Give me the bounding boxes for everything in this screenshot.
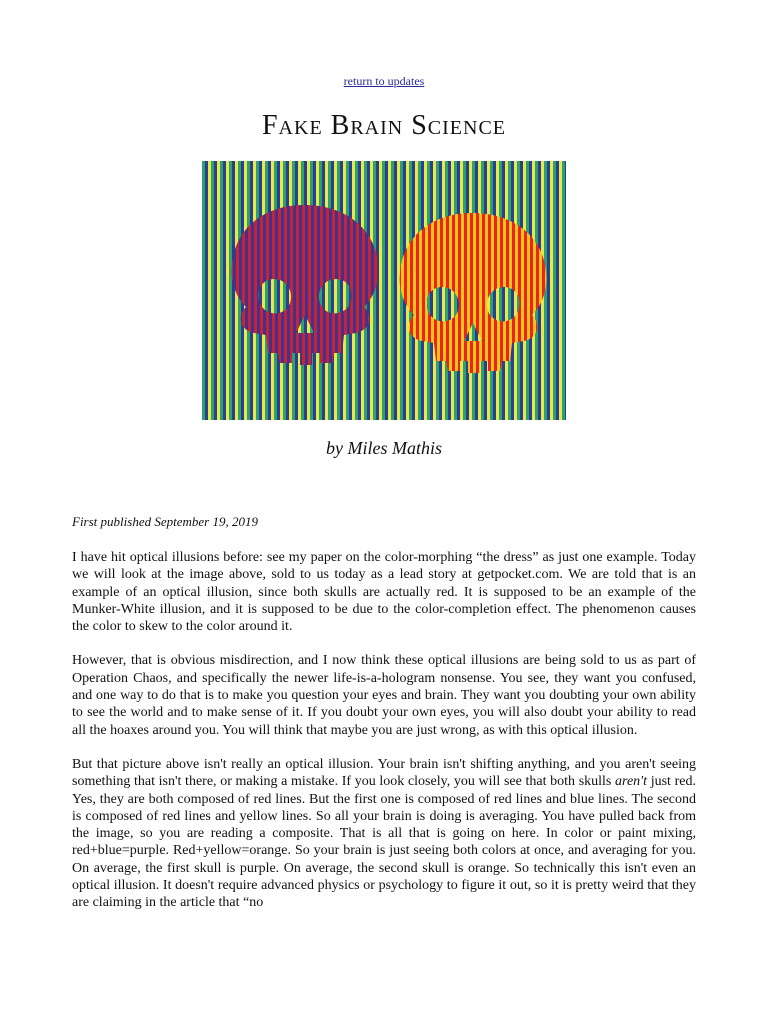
byline: by Miles Mathis <box>326 438 442 458</box>
skull-illusion-image <box>202 161 566 420</box>
publish-date: First published September 19, 2019 <box>72 514 258 529</box>
page-title: Fake Brain Science <box>261 110 507 141</box>
paragraph <box>72 756 696 912</box>
return-to-updates-link[interactable]: return to updates <box>343 74 425 88</box>
paragraph: I have hit optical illusions before: see my paper on the color-morphing “the dress” as just one example. Today we will look at the image above, sold to us today as a lead story at getpocket.com. We are told that is an example of an optical illusion, since both skulls are actually red. It is supposed to be an example of the Munker-White illusion, and it is supposed to be due to the color-completion effect. The phenomenon causes the color to skew to the color around it. <box>72 550 696 635</box>
paragraph: However, that is obvious misdirection, and I now think these optical illusions are being sold to us as part of Operation Chaos, and specifically the newer life-is-a-hologram nonsense. You see, they want you confused, and one way to do that is to make you question your eyes and brain. They want you doubting your own ability to see the world and to make sense of it. If you doubt your own eyes, you will also doubt your ability to read all the hoaxes around you. You will think that maybe you are just wrong, as with this optical illusion. <box>72 653 696 738</box>
paragraph-text: just red. Yes, they are both composed of red lines. But the first one is composed of red lines and blue lines. The second is composed of red lines and yellow lines. So all your brain is doing is averaging. You have pulled back from the image, so you are reading a composite. That is all that is going on here. In color or paint mixing, red+blue=purple. Red+yellow=orange. So your brain is just seeing both colors at once, and averaging for you. On average, the first skull is purple. On average, the second skull is orange. So technically this isn't even an optical illusion. It doesn't require advanced physics or psychology to figure it out, so it is pretty weird that they are claiming in the article that “no <box>72 774 696 911</box>
paragraph-text: But that picture above isn't really an optical illusion. Your brain isn't shifting anything, and you aren't seeing something that isn't there, or making a mistake. If you look closely, you will see that both skulls <box>72 756 696 790</box>
return-link-container <box>0 74 768 89</box>
emphasis-text: aren't <box>615 774 648 790</box>
article-body <box>72 549 696 929</box>
